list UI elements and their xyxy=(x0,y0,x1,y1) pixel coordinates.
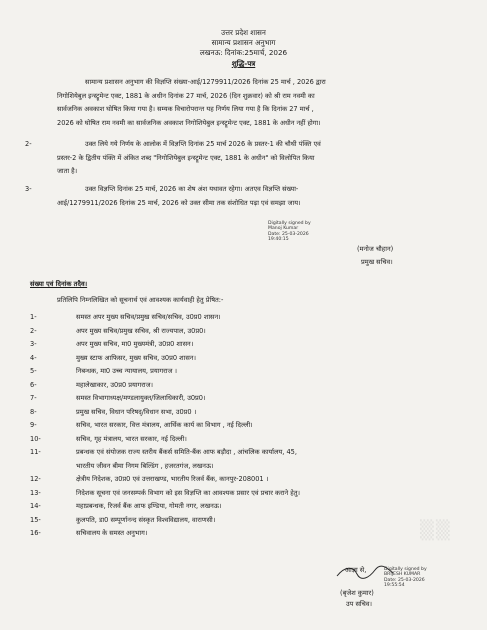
list-item-text: कुलपति, डा0 सम्पूर्णानन्द संस्कृत विश्वविद्यालय, वाराणसी। xyxy=(76,515,216,524)
list-item-text: मुख्य स्टाफ आफिसर, मुख्य सचिव, उ0प्र0 शासन। xyxy=(76,353,196,362)
paragraph-1-line-4: 2026 को घोषित राम नवमी का सार्वजनिक अवकाश निगोशियेबुल इन्स्ट्रूमेन्ट एक्ट, 1881 के अधीन नहीं होगा। xyxy=(57,118,321,127)
list-item-number: 7- xyxy=(30,394,37,402)
header-government: उत्तर प्रदेश शासन xyxy=(221,28,266,37)
stamp-1-line-1: Digitally signed by xyxy=(268,221,311,226)
signatory-1-designation: प्रमुख सचिव। xyxy=(361,258,393,266)
list-item-number: 13- xyxy=(30,488,41,497)
list-item-text: प्रबन्धक एवं संयोजक राज्य स्तरीय बैंकर्स समिति-बैंक आफ बड़ौदा , आंचलिक कार्यालय, 45, xyxy=(76,448,297,456)
list-item-number: 15- xyxy=(30,515,41,524)
list-item-text: महाप्रबन्धक, रिजर्व बैंक आफ इण्डिया, गोमती नगर, लखनऊ। xyxy=(76,502,222,510)
paragraph-1-line-2: निगोशियेबुल इन्स्ट्रूमेन्ट एक्ट, 1881 के अधीन दिनांक 27 मार्च, 2026 (दिन शुक्रवार) को श्री राम नवमी का xyxy=(57,91,315,100)
stamp-2-line-2: BRIJESH KUMAR xyxy=(384,572,421,578)
list-item-number: 8- xyxy=(30,407,37,416)
list-item-number: 14- xyxy=(30,502,41,510)
list-item-number: 5- xyxy=(30,367,37,375)
paragraph-1-line-1: सामान्य प्रशासन अनुभाग की विज्ञप्ति संख्या-आई/1279911/2026 दिनांक 25 मार्च , 2026 द्वारा xyxy=(85,78,326,86)
paragraph-1 xyxy=(57,76,457,130)
list-item-text-continued: भारतीय जीवन बीमा निगम बिल्डिंग , हजरतगंज, लखनऊ। xyxy=(76,461,214,470)
signatory-2-designation: उप सचिव। xyxy=(346,600,372,608)
list-item-number: 1- xyxy=(30,313,37,321)
digital-signature-stamp-2 xyxy=(384,567,427,589)
list-item-text: अपर मुख्य सचिव/प्रमुख सचिव, श्री राज्यपाल, उ0प्र0। xyxy=(76,326,206,335)
stamp-2-line-4: 19:55:54 xyxy=(384,583,405,589)
paragraph-2-line-2: प्रस्तर-2 के द्वितीय पंक्ति में अंकित शब्द "निगोशियेबुल इन्स्ट्रूमेन्ट एक्ट, 1881 के अधीन" को विलोपित किया xyxy=(57,153,315,162)
list-item-text: महालेखाकार, उ0प्र0 प्रयागराज। xyxy=(76,380,154,389)
list-item-number: 3- xyxy=(30,340,37,348)
paragraph-2-number: 2- xyxy=(25,140,32,148)
stamp-2-line-3: Date: 25-03-2026 xyxy=(384,577,425,583)
digital-signature-stamp-1 xyxy=(268,221,311,243)
paragraph-3 xyxy=(25,183,457,210)
list-item-text: निदेशक सूचना एवं जनसम्पर्क विभाग को इस विज्ञप्ति का आवश्यक प्रसार एवं प्रचार कराने हेतु। xyxy=(76,488,301,497)
list-item-number: 6- xyxy=(30,380,37,389)
signatory-2-name: (बृजेश कुमार) xyxy=(340,589,374,597)
list-item-number: 10- xyxy=(30,434,41,443)
stamp-1-line-3: Date: 25-03-2026 xyxy=(268,231,309,237)
list-item-text: समस्त अपर मुख्य सचिव/प्रमुख सचिव/सचिव, उ0प्र0 शासन। xyxy=(76,313,221,321)
stamp-2-line-1: Digitally signed by xyxy=(384,567,427,572)
list-item-number: 16- xyxy=(30,529,41,537)
distribution-intro: प्रतिलिपि निम्नलिखित को सूचनार्थ एवं आवश्यक कार्यवाही हेतु प्रेषित:- xyxy=(57,296,224,304)
list-item-number: 12- xyxy=(30,475,41,483)
list-item-text: निबन्धक, मा0 उच्च न्यायालय, प्रयागराज । xyxy=(76,367,177,375)
distribution-heading: संख्या एवं दिनांक तदैव। xyxy=(30,280,88,288)
stamp-1-line-4: 19:40:15 xyxy=(268,237,289,243)
list-item-number: 2- xyxy=(30,326,37,335)
paragraph-2-line-3: जाता है। xyxy=(57,167,78,175)
paragraph-2-line-1: उक्त लिये गये निर्णय के आलोक में विज्ञप्ति दिनांक 25 मार्च 2026 के प्रस्तर-1 की चौथी पंक्ति एवं xyxy=(85,140,321,148)
document-title: शुद्धि-पत्र xyxy=(231,59,256,68)
stamp-1-line-2: Manoj Kumar xyxy=(268,226,299,232)
list-item-number: 4- xyxy=(30,353,37,362)
list-item-text: सचिव, गृह मंत्रालय, भारत सरकार, नई दिल्ली। xyxy=(76,434,187,443)
list-item-number: 11- xyxy=(30,448,41,456)
paragraph-2 xyxy=(25,138,457,179)
paragraph-1-line-3: सार्वजनिक अवकाश घोषित किया गया है। सम्यक विचारोपरान्त यह निर्णय लिया गया है कि दिनांक 27 मार्च , xyxy=(57,105,314,113)
list-item-text: समस्त विभागाध्यक्ष/मण्डलायुक्त/जिलाधिकारी, उ0प्र0। xyxy=(76,394,206,402)
list-item-text: क्षेत्रीय निदेशक, उ0प्र0 एवं उत्तराखण्ड, भारतीय रिजर्व बैंक, कानपुर-208001 । xyxy=(76,475,269,483)
list-item-text: सचिव, भारत सरकार, वित्त मंत्रालय, आर्थिक कार्य का विभाग , नई दिल्ली। xyxy=(76,421,253,429)
header-section: सामान्य प्रशासन अनुभाग xyxy=(211,38,276,47)
list-item-number: 9- xyxy=(30,421,37,429)
signatory-1-name: (मनोज चौहान) xyxy=(357,245,394,253)
paragraph-3-line-2: आई/1279911/2026 दिनांक 25 मार्च, 2026 को उक्त सीमा तक संशोधित पढ़ा एवं समझा जाय। xyxy=(57,198,301,207)
paragraph-3-line-1: उक्त विज्ञप्ति दिनांक 25 मार्च, 2026 का शेष अंश यथावत रहेगा। अतएव विज्ञप्ति संख्या- xyxy=(85,185,299,193)
list-item-text: प्रमुख सचिव, विधान परिषद्/विधान सभा, उ0प्र0 । xyxy=(76,407,197,416)
list-item-text: अपर मुख्य सचिव, मा0 मुख्यमंत्री, उ0प्र0 शासन। xyxy=(76,340,194,348)
header-place-date: लखनऊ: दिनांक:25मार्च, 2026 xyxy=(199,48,288,57)
paragraph-3-number: 3- xyxy=(25,185,32,193)
by-order-label: आज्ञा से, xyxy=(345,566,367,574)
scan-smudge: ▒▒ xyxy=(420,520,452,541)
list-item-text: सचिवालय के समस्त अनुभाग। xyxy=(76,529,148,537)
